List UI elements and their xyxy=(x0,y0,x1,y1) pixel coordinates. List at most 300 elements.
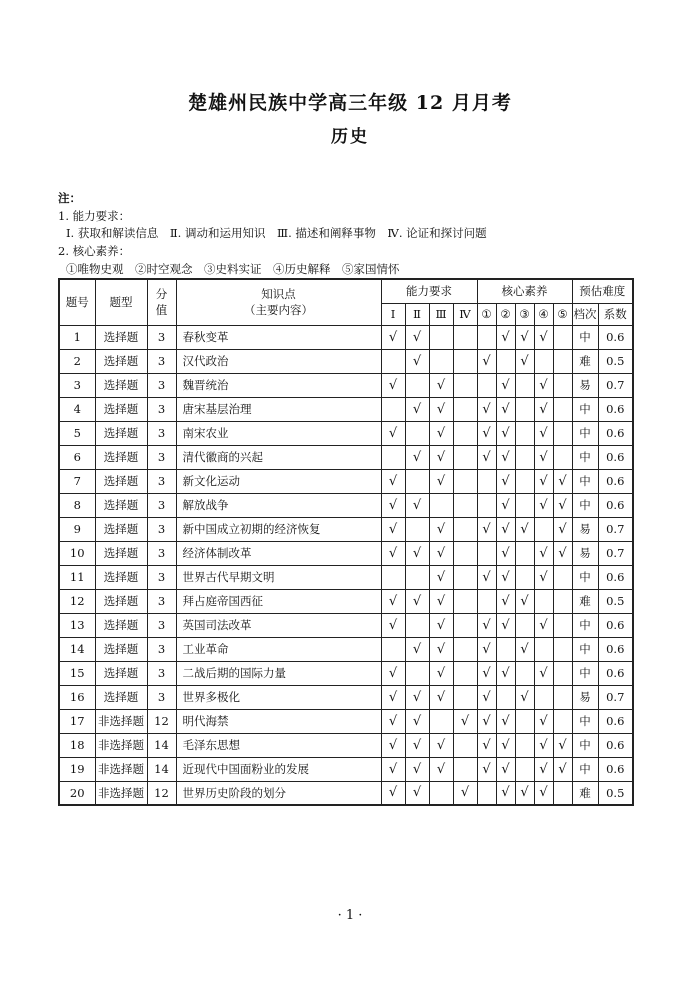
literacy-2-mark xyxy=(496,637,515,661)
literacy-2-mark: √ xyxy=(496,733,515,757)
ability-1-mark xyxy=(381,445,405,469)
literacy-4-mark xyxy=(534,637,553,661)
table-row xyxy=(59,613,633,637)
header-literacy: 核心素养 xyxy=(477,279,572,303)
question-type: 选择题 xyxy=(95,421,147,445)
ability-1-mark: √ xyxy=(381,685,405,709)
literacy-4-mark xyxy=(534,349,553,373)
question-type: 选择题 xyxy=(95,493,147,517)
question-number: 14 xyxy=(59,637,95,661)
ability-2-mark: √ xyxy=(405,397,429,421)
literacy-5-mark xyxy=(553,613,572,637)
literacy-2-mark: √ xyxy=(496,469,515,493)
literacy-1-mark: √ xyxy=(477,637,496,661)
table-row xyxy=(59,325,633,349)
question-number: 9 xyxy=(59,517,95,541)
header-literacy-4: ④ xyxy=(534,303,553,325)
ability-1-mark: √ xyxy=(381,493,405,517)
header-knowledge: 知识点 （主要内容） xyxy=(176,279,381,325)
literacy-5-mark xyxy=(553,325,572,349)
literacy-3-mark xyxy=(515,373,534,397)
literacy-4-mark: √ xyxy=(534,733,553,757)
ability-2-mark: √ xyxy=(405,349,429,373)
question-score: 12 xyxy=(147,781,176,805)
ability-3-mark xyxy=(429,781,453,805)
difficulty-level: 中 xyxy=(572,637,598,661)
ability-3-mark: √ xyxy=(429,565,453,589)
question-score: 3 xyxy=(147,349,176,373)
literacy-1-mark: √ xyxy=(477,397,496,421)
ability-4-mark xyxy=(453,397,477,421)
ability-1-mark: √ xyxy=(381,757,405,781)
knowledge-point: 世界多极化 xyxy=(176,685,381,709)
ability-4-mark xyxy=(453,613,477,637)
question-type: 选择题 xyxy=(95,661,147,685)
literacy-5-mark: √ xyxy=(553,541,572,565)
difficulty-coefficient: 0.6 xyxy=(598,469,633,493)
knowledge-point: 工业革命 xyxy=(176,637,381,661)
literacy-2-mark: √ xyxy=(496,397,515,421)
question-score: 3 xyxy=(147,493,176,517)
subject-title: 历史 xyxy=(331,127,369,147)
question-score: 3 xyxy=(147,685,176,709)
difficulty-level: 易 xyxy=(572,373,598,397)
difficulty-coefficient: 0.6 xyxy=(598,661,633,685)
literacy-2-mark xyxy=(496,685,515,709)
question-number: 12 xyxy=(59,589,95,613)
question-type: 非选择题 xyxy=(95,781,147,805)
difficulty-coefficient: 0.5 xyxy=(598,781,633,805)
literacy-5-mark xyxy=(553,589,572,613)
knowledge-point: 二战后期的国际力量 xyxy=(176,661,381,685)
ability-2-mark: √ xyxy=(405,445,429,469)
literacy-4-mark: √ xyxy=(534,541,553,565)
question-score: 3 xyxy=(147,565,176,589)
table-row xyxy=(59,637,633,661)
ability-4-mark xyxy=(453,589,477,613)
literacy-1-mark xyxy=(477,493,496,517)
difficulty-level: 中 xyxy=(572,733,598,757)
question-number: 13 xyxy=(59,613,95,637)
ability-2-mark: √ xyxy=(405,493,429,517)
difficulty-coefficient: 0.6 xyxy=(598,493,633,517)
literacy-2-mark: √ xyxy=(496,325,515,349)
difficulty-coefficient: 0.6 xyxy=(598,445,633,469)
question-number: 1 xyxy=(59,325,95,349)
literacy-5-mark xyxy=(553,637,572,661)
literacy-5-mark xyxy=(553,565,572,589)
question-type: 选择题 xyxy=(95,517,147,541)
ability-2-mark: √ xyxy=(405,757,429,781)
question-number: 8 xyxy=(59,493,95,517)
page-number: · 1 · xyxy=(337,908,363,923)
literacy-1-mark: √ xyxy=(477,517,496,541)
ability-3-mark: √ xyxy=(429,469,453,493)
ability-4-mark xyxy=(453,733,477,757)
question-number: 20 xyxy=(59,781,95,805)
literacy-4-mark: √ xyxy=(534,445,553,469)
question-score: 3 xyxy=(147,541,176,565)
ability-1-mark xyxy=(381,565,405,589)
question-number: 10 xyxy=(59,541,95,565)
ability-1-mark xyxy=(381,397,405,421)
table-row xyxy=(59,469,633,493)
literacy-4-mark: √ xyxy=(534,325,553,349)
header-ability-1: Ⅰ xyxy=(381,303,405,325)
literacy-5-mark xyxy=(553,421,572,445)
knowledge-point: 汉代政治 xyxy=(176,349,381,373)
difficulty-level: 难 xyxy=(572,589,598,613)
literacy-3-mark: √ xyxy=(515,517,534,541)
ability-4-mark xyxy=(453,541,477,565)
question-type: 选择题 xyxy=(95,349,147,373)
ability-3-mark xyxy=(429,493,453,517)
literacy-1-mark: √ xyxy=(477,709,496,733)
question-number: 19 xyxy=(59,757,95,781)
literacy-3-mark xyxy=(515,709,534,733)
literacy-5-mark: √ xyxy=(553,757,572,781)
literacy-1-mark: √ xyxy=(477,757,496,781)
ability-2-mark xyxy=(405,373,429,397)
ability-4-mark xyxy=(453,661,477,685)
ability-4-mark xyxy=(453,349,477,373)
literacy-1-mark: √ xyxy=(477,685,496,709)
literacy-3-mark: √ xyxy=(515,685,534,709)
ability-1-mark: √ xyxy=(381,421,405,445)
difficulty-coefficient: 0.6 xyxy=(598,709,633,733)
ability-3-mark: √ xyxy=(429,733,453,757)
ability-3-mark: √ xyxy=(429,541,453,565)
specification-table xyxy=(58,278,634,806)
ability-4-mark xyxy=(453,517,477,541)
literacy-2-mark: √ xyxy=(496,613,515,637)
knowledge-point: 明代海禁 xyxy=(176,709,381,733)
table-row xyxy=(59,589,633,613)
ability-3-mark: √ xyxy=(429,373,453,397)
literacy-3-mark: √ xyxy=(515,637,534,661)
literacy-4-mark: √ xyxy=(534,661,553,685)
question-type: 选择题 xyxy=(95,565,147,589)
ability-4-mark: √ xyxy=(453,781,477,805)
literacy-2-mark: √ xyxy=(496,541,515,565)
header-ability-2: Ⅱ xyxy=(405,303,429,325)
question-number: 3 xyxy=(59,373,95,397)
literacy-1-mark xyxy=(477,589,496,613)
question-type: 非选择题 xyxy=(95,757,147,781)
question-number: 4 xyxy=(59,397,95,421)
ability-2-mark xyxy=(405,421,429,445)
question-number: 15 xyxy=(59,661,95,685)
literacy-5-mark: √ xyxy=(553,517,572,541)
literacy-4-mark: √ xyxy=(534,397,553,421)
ability-2-mark: √ xyxy=(405,325,429,349)
difficulty-level: 中 xyxy=(572,661,598,685)
literacy-5-mark xyxy=(553,709,572,733)
literacy-3-mark: √ xyxy=(515,589,534,613)
question-number: 16 xyxy=(59,685,95,709)
literacy-3-mark xyxy=(515,613,534,637)
knowledge-point: 英国司法改革 xyxy=(176,613,381,637)
literacy-4-mark: √ xyxy=(534,421,553,445)
ability-3-mark: √ xyxy=(429,589,453,613)
literacy-2-mark: √ xyxy=(496,781,515,805)
literacy-2-mark: √ xyxy=(496,517,515,541)
literacy-5-mark: √ xyxy=(553,469,572,493)
difficulty-coefficient: 0.7 xyxy=(598,373,633,397)
literacy-2-mark: √ xyxy=(496,493,515,517)
literacy-5-mark xyxy=(553,685,572,709)
question-type: 选择题 xyxy=(95,373,147,397)
knowledge-point: 世界古代早期文明 xyxy=(176,565,381,589)
question-type: 非选择题 xyxy=(95,733,147,757)
literacy-1-mark: √ xyxy=(477,661,496,685)
table-row xyxy=(59,565,633,589)
notes-heading: 注： xyxy=(58,191,81,205)
question-score: 3 xyxy=(147,445,176,469)
literacy-1-mark: √ xyxy=(477,445,496,469)
literacy-2-mark xyxy=(496,349,515,373)
literacy-2-mark: √ xyxy=(496,565,515,589)
ability-4-mark: √ xyxy=(453,709,477,733)
ability-2-mark xyxy=(405,517,429,541)
ability-4-mark xyxy=(453,445,477,469)
difficulty-level: 中 xyxy=(572,469,598,493)
literacy-1-mark: √ xyxy=(477,349,496,373)
question-score: 3 xyxy=(147,421,176,445)
literacy-2-mark: √ xyxy=(496,373,515,397)
header-literacy-5: ⑤ xyxy=(553,303,572,325)
question-score: 3 xyxy=(147,469,176,493)
ability-2-mark: √ xyxy=(405,589,429,613)
table-row xyxy=(59,541,633,565)
ability-3-mark: √ xyxy=(429,517,453,541)
table-row xyxy=(59,421,633,445)
knowledge-point: 南宋农业 xyxy=(176,421,381,445)
question-type: 选择题 xyxy=(95,469,147,493)
literacy-5-mark xyxy=(553,349,572,373)
knowledge-point: 春秋变革 xyxy=(176,325,381,349)
literacy-4-mark: √ xyxy=(534,565,553,589)
literacy-3-mark xyxy=(515,397,534,421)
ability-3-mark: √ xyxy=(429,397,453,421)
literacy-1-mark: √ xyxy=(477,565,496,589)
literacy-3-mark: √ xyxy=(515,349,534,373)
table-row xyxy=(59,733,633,757)
ability-3-mark xyxy=(429,709,453,733)
question-number: 6 xyxy=(59,445,95,469)
literacy-4-mark: √ xyxy=(534,469,553,493)
literacy-5-mark xyxy=(553,373,572,397)
literacy-1-mark: √ xyxy=(477,613,496,637)
table-row xyxy=(59,517,633,541)
ability-3-mark: √ xyxy=(429,685,453,709)
ability-4-mark xyxy=(453,493,477,517)
literacy-5-mark xyxy=(553,661,572,685)
ability-1-mark: √ xyxy=(381,781,405,805)
question-number: 17 xyxy=(59,709,95,733)
literacy-1-mark xyxy=(477,541,496,565)
difficulty-level: 中 xyxy=(572,757,598,781)
difficulty-coefficient: 0.6 xyxy=(598,421,633,445)
difficulty-level: 易 xyxy=(572,541,598,565)
ability-3-mark: √ xyxy=(429,445,453,469)
ability-2-mark: √ xyxy=(405,685,429,709)
question-score: 3 xyxy=(147,589,176,613)
header-level: 档次 xyxy=(572,303,598,325)
question-score: 3 xyxy=(147,613,176,637)
literacy-5-mark xyxy=(553,445,572,469)
ability-1-mark xyxy=(381,637,405,661)
question-number: 11 xyxy=(59,565,95,589)
difficulty-coefficient: 0.5 xyxy=(598,349,633,373)
table-row xyxy=(59,781,633,805)
difficulty-coefficient: 0.7 xyxy=(598,517,633,541)
knowledge-point: 毛泽东思想 xyxy=(176,733,381,757)
question-score: 3 xyxy=(147,325,176,349)
difficulty-coefficient: 0.7 xyxy=(598,541,633,565)
difficulty-coefficient: 0.7 xyxy=(598,685,633,709)
literacy-3-mark xyxy=(515,565,534,589)
literacy-3-mark: √ xyxy=(515,781,534,805)
ability-items: Ⅰ. 获取和解读信息 Ⅱ. 调动和运用知识 Ⅲ. 描述和阐释事物 Ⅳ. 论证和探讨问题 xyxy=(66,226,487,240)
header-no: 题号 xyxy=(59,279,95,325)
ability-2-mark xyxy=(405,469,429,493)
header-literacy-1: ① xyxy=(477,303,496,325)
literacy-2-mark: √ xyxy=(496,661,515,685)
table-row xyxy=(59,709,633,733)
literacy-1-mark xyxy=(477,373,496,397)
difficulty-level: 中 xyxy=(572,565,598,589)
header-literacy-3: ③ xyxy=(515,303,534,325)
knowledge-point: 新文化运动 xyxy=(176,469,381,493)
table-row xyxy=(59,349,633,373)
ability-1-mark: √ xyxy=(381,613,405,637)
question-score: 3 xyxy=(147,661,176,685)
difficulty-coefficient: 0.6 xyxy=(598,565,633,589)
ability-2-mark: √ xyxy=(405,781,429,805)
literacy-3-mark xyxy=(515,421,534,445)
knowledge-point: 经济体制改革 xyxy=(176,541,381,565)
literacy-5-mark: √ xyxy=(553,493,572,517)
exam-title: 楚雄州民族中学高三年级 12 月月考 xyxy=(188,92,512,114)
ability-3-mark: √ xyxy=(429,613,453,637)
question-type: 选择题 xyxy=(95,325,147,349)
literacy-3-mark xyxy=(515,445,534,469)
ability-1-mark: √ xyxy=(381,733,405,757)
table-row xyxy=(59,685,633,709)
table-body xyxy=(59,325,633,805)
difficulty-level: 中 xyxy=(572,421,598,445)
header-ability: 能力要求 xyxy=(381,279,477,303)
literacy-3-mark xyxy=(515,469,534,493)
question-score: 14 xyxy=(147,733,176,757)
literacy-2-mark: √ xyxy=(496,421,515,445)
table-row xyxy=(59,445,633,469)
literacy-4-mark xyxy=(534,589,553,613)
literacy-3-mark xyxy=(515,757,534,781)
table-row xyxy=(59,757,633,781)
question-score: 3 xyxy=(147,373,176,397)
literacy-4-mark: √ xyxy=(534,493,553,517)
question-number: 18 xyxy=(59,733,95,757)
question-type: 选择题 xyxy=(95,445,147,469)
literacy-4-mark: √ xyxy=(534,709,553,733)
question-type: 选择题 xyxy=(95,685,147,709)
ability-2-mark: √ xyxy=(405,733,429,757)
literacy-5-mark xyxy=(553,781,572,805)
literacy-1-mark: √ xyxy=(477,733,496,757)
difficulty-level: 难 xyxy=(572,781,598,805)
ability-4-mark xyxy=(453,373,477,397)
knowledge-point: 解放战争 xyxy=(176,493,381,517)
literacy-2-mark: √ xyxy=(496,757,515,781)
difficulty-level: 中 xyxy=(572,397,598,421)
ability-3-mark: √ xyxy=(429,661,453,685)
literacy-4-mark: √ xyxy=(534,373,553,397)
difficulty-coefficient: 0.6 xyxy=(598,733,633,757)
ability-1-mark xyxy=(381,349,405,373)
literacy-4-mark: √ xyxy=(534,613,553,637)
ability-2-mark xyxy=(405,565,429,589)
ability-1-mark: √ xyxy=(381,517,405,541)
literacy-2-mark: √ xyxy=(496,589,515,613)
ability-3-mark: √ xyxy=(429,421,453,445)
literacy-1-mark: √ xyxy=(477,421,496,445)
question-score: 3 xyxy=(147,397,176,421)
literacy-5-mark: √ xyxy=(553,733,572,757)
ability-2-mark xyxy=(405,661,429,685)
literacy-3-mark xyxy=(515,541,534,565)
ability-1-mark: √ xyxy=(381,325,405,349)
literacy-4-mark: √ xyxy=(534,757,553,781)
question-score: 3 xyxy=(147,637,176,661)
question-type: 非选择题 xyxy=(95,709,147,733)
table-row xyxy=(59,493,633,517)
knowledge-point: 唐宋基层治理 xyxy=(176,397,381,421)
difficulty-coefficient: 0.6 xyxy=(598,397,633,421)
ability-1-mark: √ xyxy=(381,661,405,685)
question-type: 选择题 xyxy=(95,613,147,637)
difficulty-coefficient: 0.6 xyxy=(598,613,633,637)
ability-1-mark: √ xyxy=(381,373,405,397)
header-score: 分 值 xyxy=(147,279,176,325)
literacy-1-mark xyxy=(477,781,496,805)
ability-1-mark: √ xyxy=(381,541,405,565)
question-number: 7 xyxy=(59,469,95,493)
question-type: 选择题 xyxy=(95,541,147,565)
question-score: 12 xyxy=(147,709,176,733)
ability-1-mark: √ xyxy=(381,589,405,613)
ability-label: 1. 能力要求： xyxy=(58,209,131,223)
ability-2-mark: √ xyxy=(405,541,429,565)
question-number: 2 xyxy=(59,349,95,373)
knowledge-point: 近现代中国面粉业的发展 xyxy=(176,757,381,781)
ability-4-mark xyxy=(453,757,477,781)
literacy-items: ①唯物史观 ②时空观念 ③史料实证 ④历史解释 ⑤家国情怀 xyxy=(66,262,400,276)
difficulty-coefficient: 0.5 xyxy=(598,589,633,613)
header-type: 题型 xyxy=(95,279,147,325)
header-difficulty: 预估难度 xyxy=(572,279,633,303)
question-number: 5 xyxy=(59,421,95,445)
knowledge-point: 世界历史阶段的划分 xyxy=(176,781,381,805)
literacy-5-mark xyxy=(553,397,572,421)
knowledge-point: 新中国成立初期的经济恢复 xyxy=(176,517,381,541)
literacy-3-mark: √ xyxy=(515,325,534,349)
question-type: 选择题 xyxy=(95,589,147,613)
literacy-1-mark xyxy=(477,325,496,349)
header-ability-4: Ⅳ xyxy=(453,303,477,325)
difficulty-coefficient: 0.6 xyxy=(598,637,633,661)
